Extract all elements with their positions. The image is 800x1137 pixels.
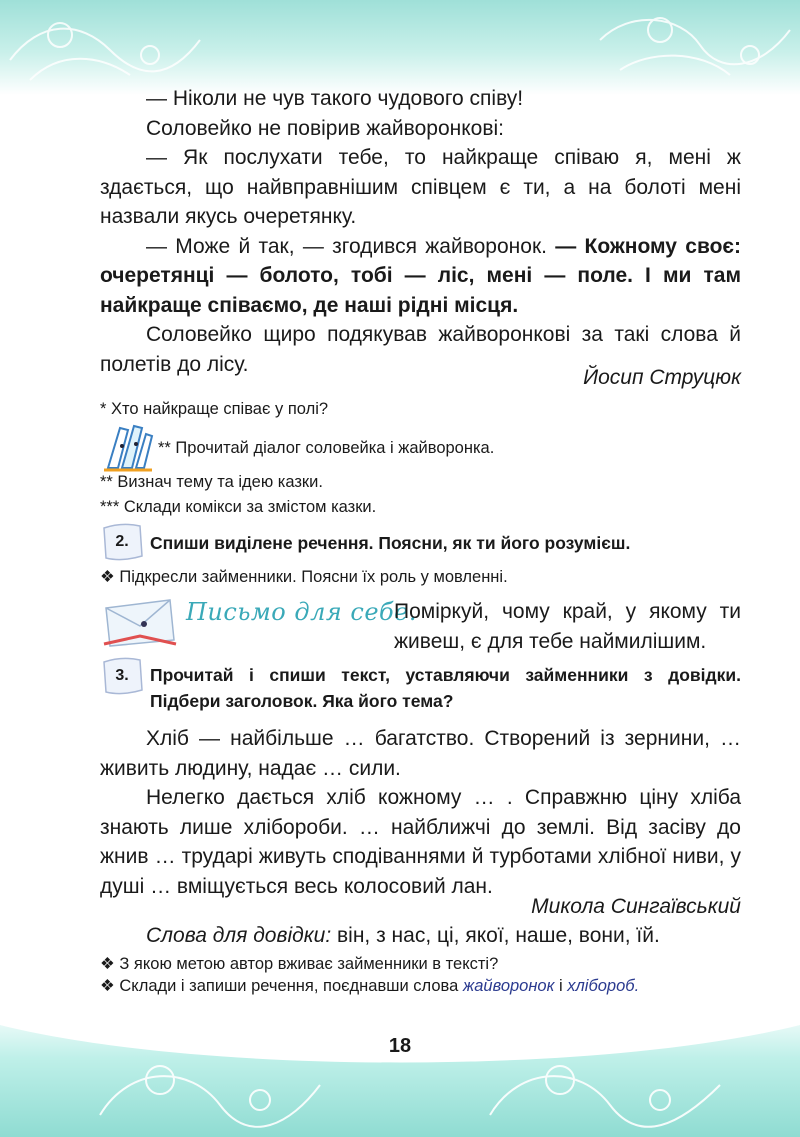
envelope-icon: [100, 596, 178, 648]
story-paragraph-2: Соловейко не повірив жайворонкові:: [146, 116, 504, 140]
task-3-paragraph-2: Нелегко дається хліб кожному … . Справжню ціну хліба знають лише хлібороби. … найближчі до землі. Від засіву до жнив … трударі живуть сподіваннями й турботами хлібної ниви, у душі … вміщується весь колосовий лан.: [100, 786, 741, 898]
bottom-floral-ornament: [0, 1005, 800, 1137]
question-4: *** Склади комікси за змістом казки.: [100, 498, 377, 516]
task-3-sub-2-text: ❖ Склади і запиши речення, поєднавши слова: [100, 977, 463, 995]
task-3-sub-1: ❖ З якою метою автор вживає займенники в тексті?: [100, 955, 499, 973]
highlighted-sentence: — Кожному своє: очеретянці — болото, тобі — ліс, мені — поле. І ми там найкраще співаємо, де наші рідні місця.: [100, 234, 741, 317]
story-text: [100, 84, 741, 379]
word-farmer: хлібороб: [567, 977, 635, 995]
task-2-number: 2.: [115, 533, 129, 550]
task-3-paragraph-1: Хліб — найбільше … багатство. Створений із зернини, … живить людину, надає … сили.: [100, 727, 741, 780]
task-2-title: Спиши виділене речення. Поясни, як ти його розумієш.: [150, 533, 631, 553]
question-1: * Хто найкраще співає у полі?: [100, 400, 329, 418]
task-3-title: Прочитай і спиши текст, уставляючи займенники з довідки. Підбери заголовок. Яка його тема?: [150, 665, 741, 711]
letter-heading: Письмо для себе.: [186, 598, 418, 626]
task-3-author: Микола Сингаївський: [531, 895, 741, 918]
task-2-sub: ❖ Підкресли займенники. Поясни їх роль у мовленні.: [100, 568, 508, 586]
task-2-badge: [100, 522, 144, 562]
sentence-dot: .: [634, 977, 640, 995]
question-2: ** Прочитай діалог соловейка і жайворонка.: [158, 439, 495, 457]
hint-label: Слова для довідки:: [146, 924, 332, 947]
pencils-icon: [100, 420, 156, 472]
task-3-text: [100, 724, 741, 901]
letter-text: Поміркуй, чому край, у якому ти живеш, є для тебе наймилішим.: [394, 600, 741, 653]
task-3-number: 3.: [115, 667, 129, 684]
page-number: 18: [388, 1035, 412, 1057]
story-paragraph-4: [100, 232, 741, 321]
story-paragraph-3: — Як послухати тебе, то найкраще співаю я, мені ж здається, що найвправнішим співцем є ти, а на болоті мені назвали якусь очеретянку.: [100, 146, 741, 228]
story-paragraph-4-normal: — Може й так, — згодився жайворонок.: [146, 234, 547, 258]
hint-words: він, з нас, ці, якої, наше, вони, їй.: [331, 924, 660, 947]
task-3-sub-2: [100, 976, 639, 996]
story-author: Йосип Струцюк: [583, 366, 741, 389]
task-3-badge: [100, 656, 144, 696]
word-lark: жайворонок: [462, 977, 555, 995]
question-3: ** Визнач тему та ідею казки.: [100, 473, 323, 491]
top-floral-ornament: [0, 0, 800, 95]
story-paragraph-1: — Ніколи не чув такого чудового співу!: [146, 87, 524, 110]
hint-line: [146, 924, 660, 948]
story-paragraph-5: Соловейко щиро подякував жайворонкові за такі слова й полетів до лісу.: [100, 323, 741, 376]
word-and: і: [554, 977, 568, 995]
